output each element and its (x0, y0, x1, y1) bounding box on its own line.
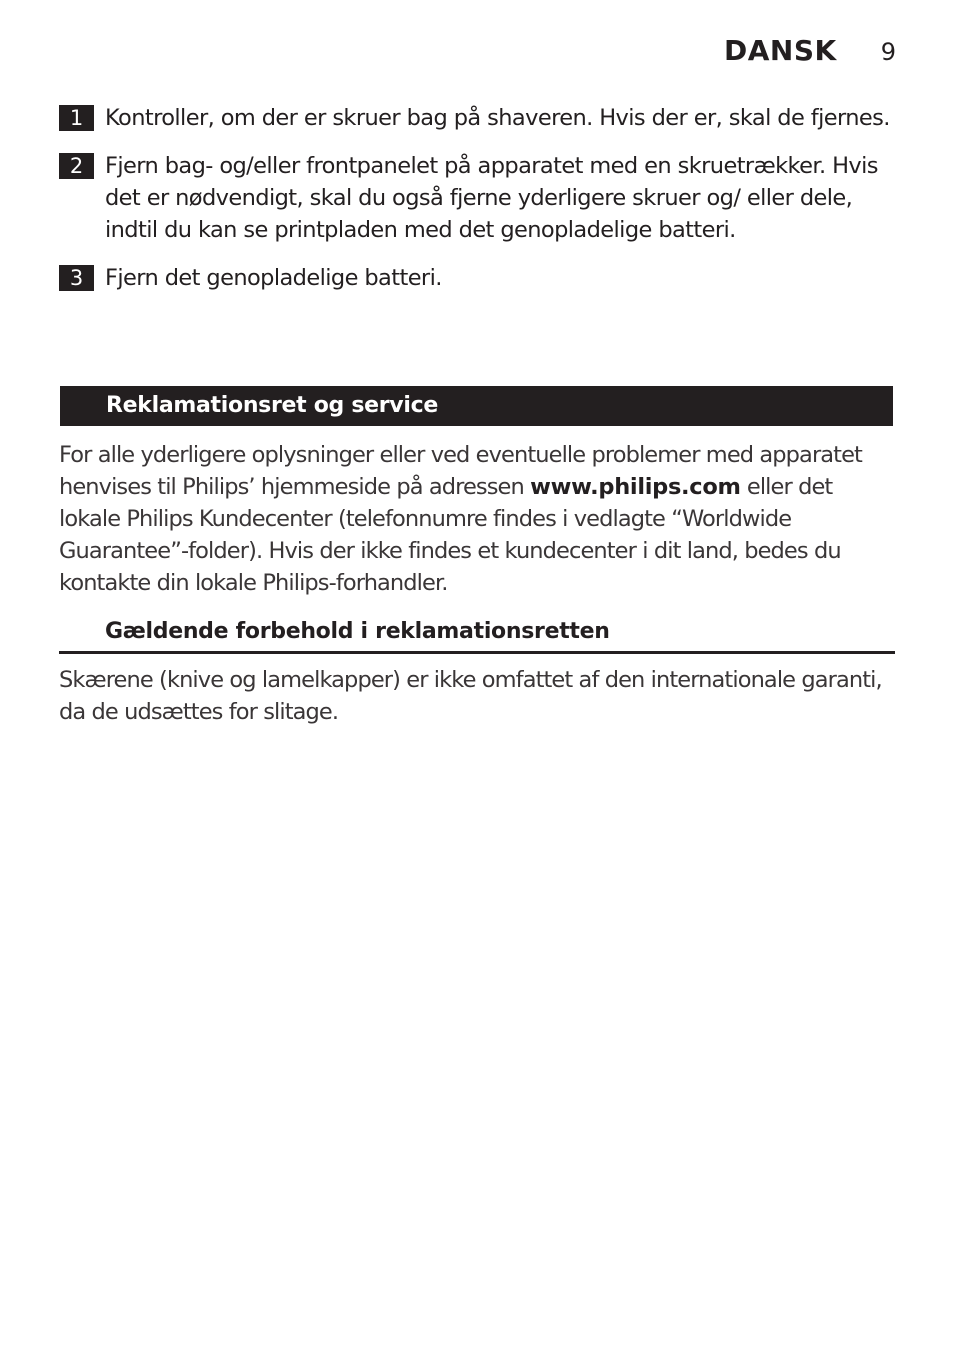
step-number-badge: 1 (59, 105, 94, 131)
step-1 (59, 102, 899, 134)
section-title: Reklamationsret og service (106, 393, 438, 418)
section-heading-bar (60, 386, 893, 426)
paragraph-text-start: For alle yderligere oplysninger eller ved eventuelle problemer med apparatet henvises til Philips’ hjemmeside på adressen (59, 442, 862, 500)
section-paragraph (59, 439, 899, 599)
step-number-badge: 2 (59, 153, 94, 179)
page-number: 9 (880, 38, 896, 66)
step-2 (59, 150, 899, 246)
step-number-badge: 3 (59, 265, 94, 291)
step-text: Fjern bag- og/eller frontpanelet på apparatet med en skruetrækker. Hvis det er nødvendigt, skal du også fjerne yderligere skruer og/ eller dele, indtil du kan se printpladen med det genopladelige batteri. (105, 153, 878, 243)
steps-list (59, 102, 899, 310)
step-text: Fjern det genopladelige batteri. (105, 265, 442, 291)
page-header (724, 34, 896, 67)
step-text: Kontroller, om der er skruer bag på shaveren. Hvis der er, skal de fjernes. (105, 105, 890, 131)
language-label: DANSK (724, 34, 837, 67)
subsection-heading (59, 614, 895, 654)
website-link[interactable]: www.philips.com (530, 474, 741, 500)
paragraph-text-end: eller det lokale Philips Kundecenter (telefonnumre findes i vedlagte “Worldwide Guarantee”-folder). Hvis der ikke findes et kundecenter i dit land, bedes du kontakte din lokale Philips-forhandler. (59, 474, 841, 596)
subsection-paragraph: Skærene (knive og lamelkapper) er ikke omfattet af den internationale garanti, da de udsættes for slitage. (59, 667, 882, 725)
step-3 (59, 262, 899, 294)
subsection-title: Gældende forbehold i reklamationsretten (105, 619, 610, 644)
